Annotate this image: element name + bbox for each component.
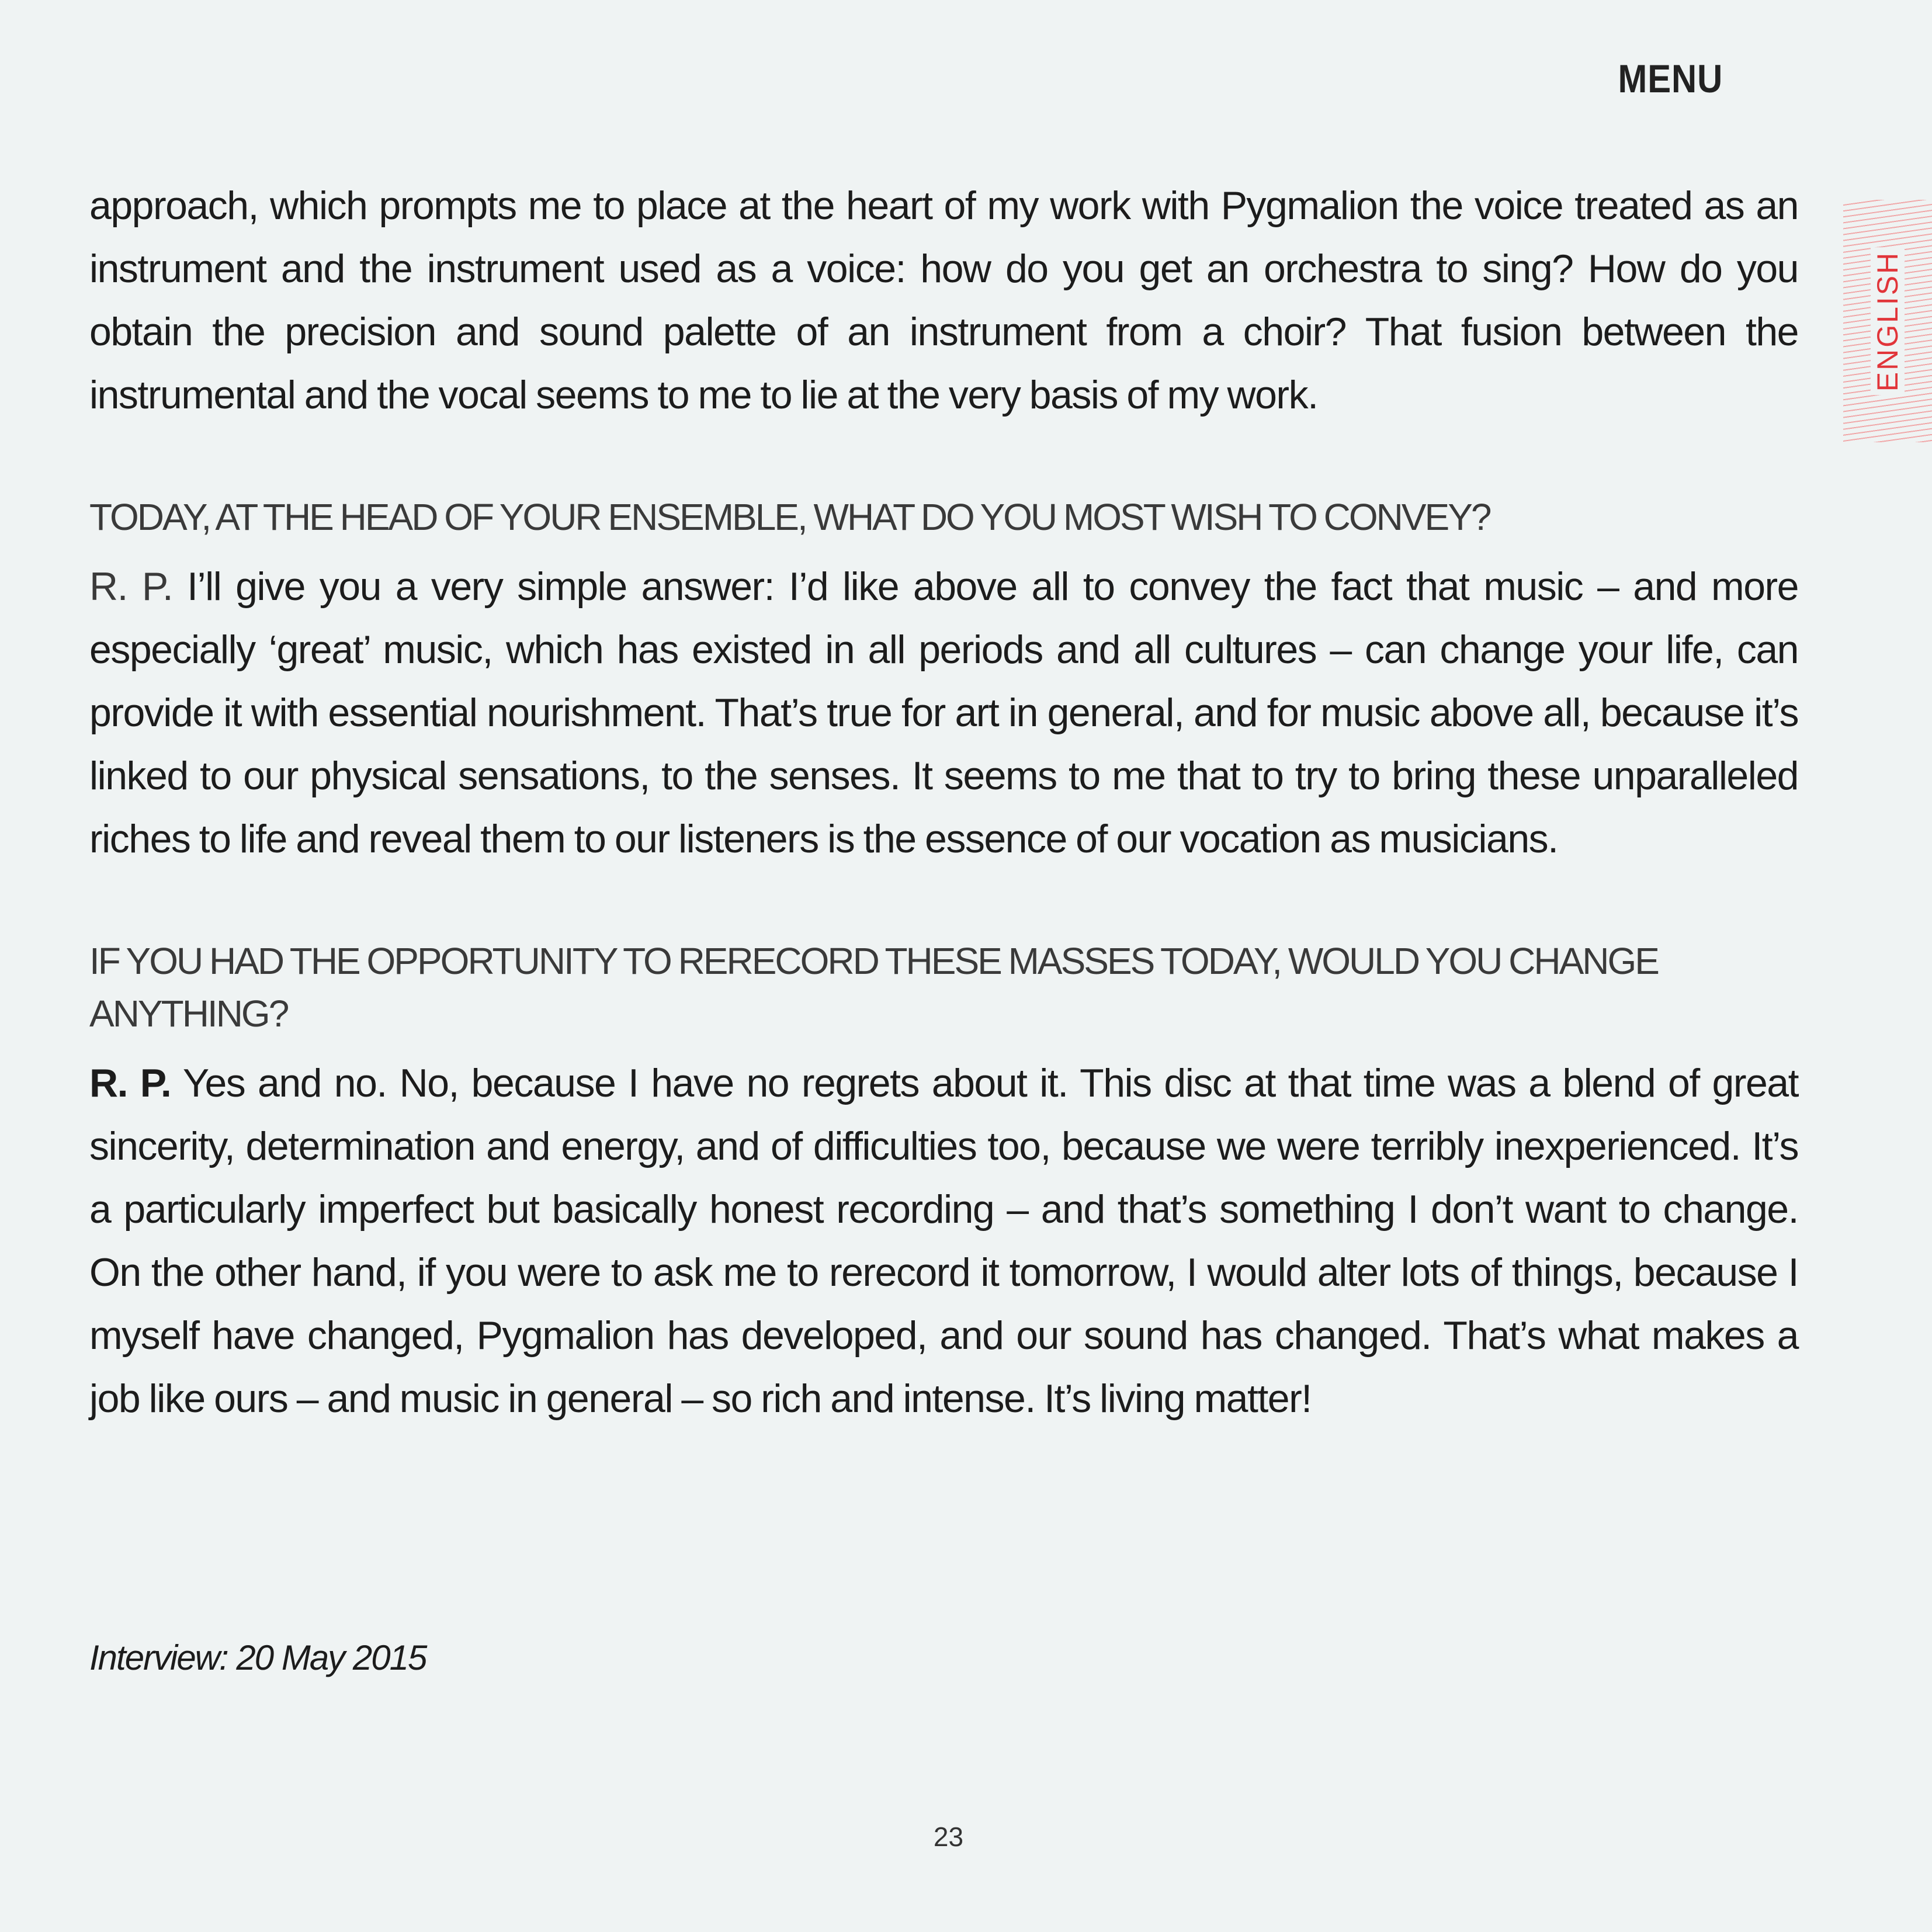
question-heading-1: TODAY, AT THE HEAD OF YOUR ENSEMBLE, WHAT DO YOU MOST WISH TO CONVEY? [89,496,1490,538]
question-heading-2: IF YOU HAD THE OPPORTUNITY TO RERECORD THESE MASSES TODAY, WOULD YOU CHANGE ANYTHING? [89,940,1658,1035]
speaker-initials-bold: R. P. [89,1061,171,1105]
paragraph-intro: approach, which prompts me to place at the heart of my work with Pygmalion the voice treated as an instrument and the instrument used as a voice: how do you get an orchestra to sing? How do you obtain the precision and sound palette of an instrument from a choir? That fusion between the instrumental and the vocal seems to me to lie at the very basis of my work. [89,183,1798,417]
article-body [89,174,1798,1430]
page-number: 23 [933,1822,964,1852]
answer-text-1: I’ll give you a very simple answer: I’d like above all to convey the fact that music – and more especially ‘great’ music, which has existed in all periods and all cultures – can change your life, can provide it with essential nourishment. That’s true for art in general, and for music above all, because it’s linked to our physical sensations, to the senses. It seems to me that to try to bring these unparalleled riches to life and reveal them to our listeners is the essence of our vocation as musicians. [89,564,1798,861]
answer-text-2: Yes and no. No, because I have no regrets about it. This disc at that time was a blend of great sincerity, determination and energy, and of difficulties too, because we were terribly inexperienced. It’s a particularly imperfect but basically honest recording – and that’s something I don’t want to change. On the other hand, if you were to ask me to rerecord it tomorrow, I would alter lots of things, because I myself have changed, Pygmalion has developed, and our sound has changed. That’s what makes a job like ours – and music in general – so rich and intense. It’s living matter! [89,1061,1798,1421]
speaker-initials: R. P. [89,564,173,609]
interview-date-note: Interview: 20 May 2015 [89,1638,426,1677]
answer-paragraph-2 [89,1052,1798,1430]
menu-button[interactable]: MENU [1618,57,1723,101]
answer-paragraph-1 [89,555,1798,870]
language-tab-label: ENGLISH [1871,247,1905,395]
language-tab[interactable] [1843,200,1932,442]
